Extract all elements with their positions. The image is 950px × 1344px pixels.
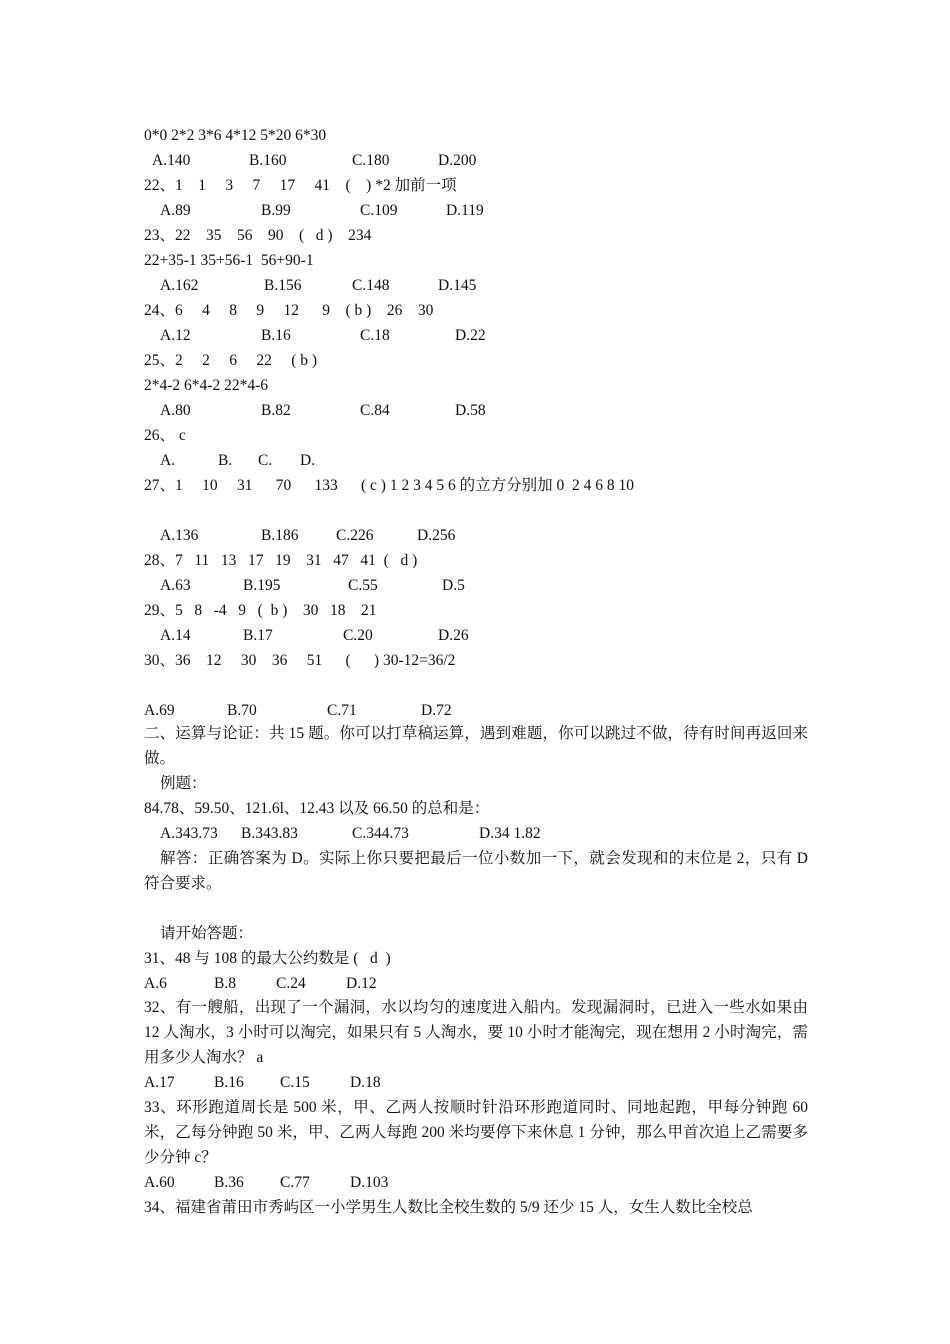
option-d: D.256 [417, 527, 456, 544]
option-a: A.60 [144, 1174, 175, 1191]
option-d: D. [300, 452, 316, 469]
question-22: 22、1 1 3 7 17 41 ( ) *2 加前一项 [144, 177, 457, 194]
question-28: 28、7 11 13 17 19 31 47 41 ( d ) [144, 552, 418, 569]
question-33: 33、环形跑道周长是 500 米，甲、乙两人按顺时针沿环形跑道同时、同地起跑，甲每分钟跑 60 米，乙每分钟跑 50 米，甲、乙两人每跑 200 米均要停下来休息 1 分钟，那么甲首次追上乙需要多少分钟 c？ [144, 1099, 808, 1166]
option-c: C.344.73 [352, 825, 409, 842]
example-label: 例题： [160, 775, 207, 792]
option-d: D.119 [446, 202, 484, 219]
option-c: C.77 [280, 1174, 310, 1191]
option-c: C.148 [352, 277, 390, 294]
option-a: A.17 [144, 1074, 175, 1091]
option-d: D.34 1.82 [479, 825, 541, 842]
option-b: B.195 [243, 577, 281, 594]
option-c: C. [258, 452, 273, 469]
option-c: C.226 [336, 527, 374, 544]
question-31: 31、48 与 108 的最大公约数是 ( d ) [144, 950, 391, 967]
question-25-note: 2*4-2 6*4-2 22*4-6 [144, 377, 268, 394]
start-prompt: 请开始答题： [160, 925, 254, 942]
question-27: 27、1 10 31 70 133 ( c ) 1 2 3 4 5 6 的立方分别加 0 2 4 6 8 10 [144, 477, 634, 494]
question-25: 25、2 2 6 22 ( b ) [144, 352, 318, 369]
option-b: B.99 [261, 202, 291, 219]
example-answer: 解答：正确答案为 D。实际上你只要把最后一位小数加一下，就会发现和的末位是 2，只有 D 符合要求。 [144, 850, 808, 892]
option-d: D.200 [438, 152, 477, 169]
option-c: C.84 [360, 402, 390, 419]
question-24: 24、6 4 8 9 12 9 ( b ) 26 30 [144, 302, 434, 319]
option-a: A.136 [160, 527, 199, 544]
option-a: A.14 [160, 627, 191, 644]
option-c: C.18 [360, 327, 390, 344]
option-b: B.82 [261, 402, 291, 419]
option-a: A.12 [160, 327, 191, 344]
option-a: A.140 [152, 152, 191, 169]
option-d: D.145 [438, 277, 477, 294]
option-b: B.17 [243, 627, 273, 644]
option-b: B.186 [261, 527, 299, 544]
option-b: B.8 [214, 975, 236, 992]
option-a: A.343.73 [160, 825, 218, 842]
option-a: A.6 [144, 975, 167, 992]
option-d: D.103 [350, 1174, 389, 1191]
question-29: 29、5 8 -4 9 ( b ) 30 18 21 [144, 602, 377, 619]
section-2-heading: 二、运算与论证：共 15 题。你可以打草稿运算，遇到难题，你可以跳过不做，待有时间再返回来做。 [144, 725, 808, 767]
option-b: B.343.83 [241, 825, 298, 842]
option-c: C.20 [343, 627, 373, 644]
option-b: B.70 [227, 702, 257, 719]
option-b: B. [218, 452, 233, 469]
option-c: C.71 [327, 702, 357, 719]
option-d: D.26 [438, 627, 469, 644]
option-a: A.162 [160, 277, 199, 294]
option-d: D.5 [442, 577, 465, 594]
option-b: B.16 [214, 1074, 244, 1091]
option-a: A.89 [160, 202, 191, 219]
question-30: 30、36 12 30 36 51 ( ) 30-12=36/2 [144, 652, 456, 669]
question-26: 26、 c [144, 427, 186, 444]
option-d: D.18 [350, 1074, 381, 1091]
option-c: C.24 [276, 975, 306, 992]
option-d: D.72 [421, 702, 452, 719]
question-23: 23、22 35 56 90 ( d ) 234 [144, 227, 372, 244]
text-line: 0*0 2*2 3*6 4*12 5*20 6*30 [144, 127, 327, 144]
option-c: C.180 [352, 152, 390, 169]
option-c: C.15 [280, 1074, 310, 1091]
option-b: B.160 [249, 152, 287, 169]
option-d: D.12 [346, 975, 377, 992]
question-23-note: 22+35-1 35+56-1 56+90-1 [144, 252, 314, 269]
option-a: A. [160, 452, 176, 469]
question-34: 34、福建省莆田市秀屿区一小学男生人数比全校生数的 5/9 还少 15 人，女生人数比全校总 [144, 1199, 753, 1216]
question-32: 32、有一艘船，出现了一个漏洞，水以均匀的速度进入船内。发现漏洞时，已进入一些水如果由 12 人淘水，3 小时可以淘完，如果只有 5 人淘水，要 10 小时才能淘完，现在想用 2 小时淘完，需用多少人淘水？ a [144, 999, 808, 1066]
option-b: B.36 [214, 1174, 244, 1191]
option-b: B.16 [261, 327, 291, 344]
option-b: B.156 [264, 277, 302, 294]
example-question: 84.78、59.50、121.6l、12.43 以及 66.50 的总和是： [144, 800, 490, 817]
option-c: C.55 [348, 577, 378, 594]
option-a: A.69 [144, 702, 175, 719]
option-a: A.63 [160, 577, 191, 594]
option-c: C.109 [360, 202, 398, 219]
option-d: D.58 [455, 402, 486, 419]
option-d: D.22 [455, 327, 486, 344]
option-a: A.80 [160, 402, 191, 419]
